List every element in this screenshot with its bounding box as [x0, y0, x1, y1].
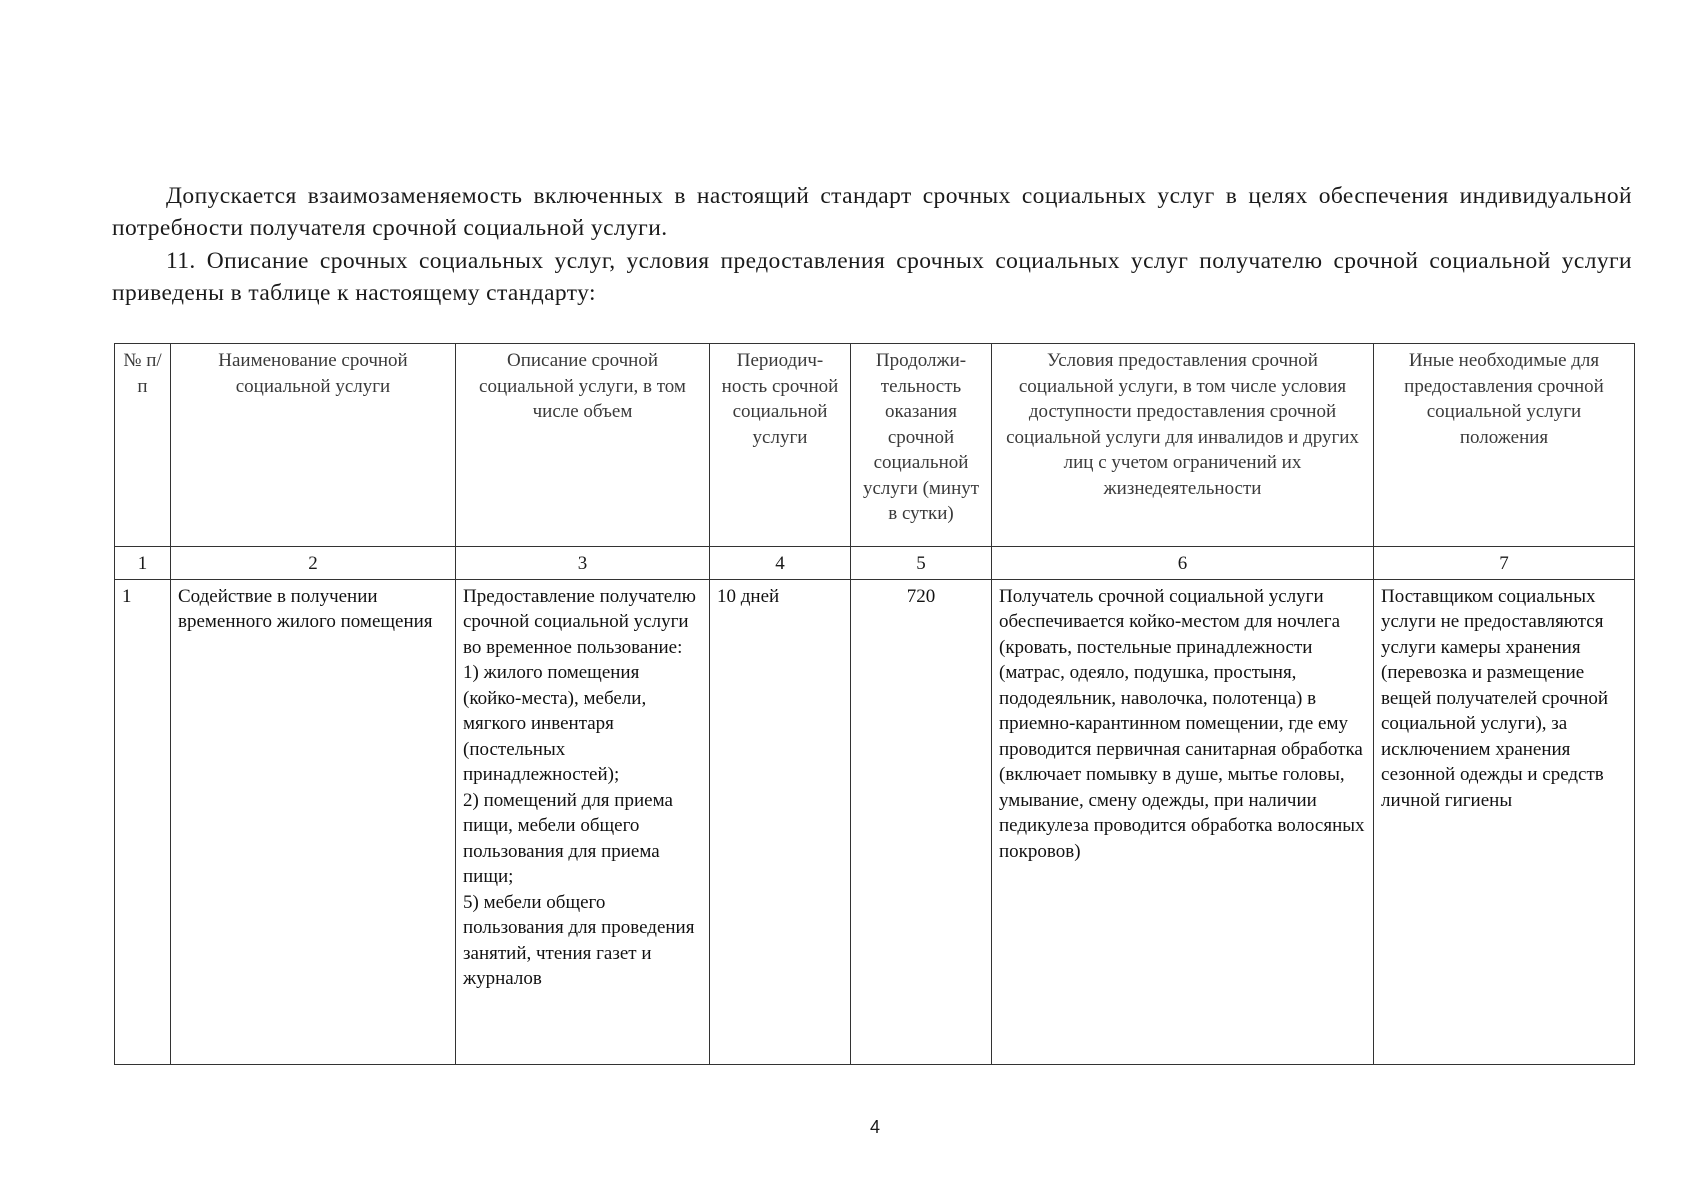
header-conditions: Условия предоставления срочной социальной услуги, в том числе условия доступности предоставления срочной социальной услуги для инвалидов и других лиц с учетом ограничений их жизнедеятельности: [992, 344, 1374, 547]
row-other: Поставщиком социальных услуги не предоставляются услуги камеры хранения (перевозка и размещение вещей получателей срочной социальной услуги), за исключением хранения сезонной одежды и средств личной гигиены: [1374, 579, 1635, 1064]
row-periodicity: 10 дней: [710, 579, 851, 1064]
intro-paragraph-1: Допускается взаимозаменяемость включенных в настоящий стандарт срочных социальных услуг в целях обеспечения индивидуальной потребности получателя срочной социальной услуги.: [112, 183, 1632, 241]
intro-paragraph-2: 11. Описание срочных социальных услуг, условия предоставления срочных социальных услуг получателю срочной социальной услуги приведены в таблице к настоящему стандарту:: [112, 248, 1632, 306]
description-line: 5) мебели общего пользования для проведения занятий, чтения газет и журналов: [463, 891, 695, 989]
row-description: [456, 579, 710, 1064]
header-name: Наименование срочной социальной услуги: [171, 344, 456, 547]
column-number: 6: [992, 547, 1374, 580]
header-periodicity: Периодич- ность срочной социальной услуги: [710, 344, 851, 547]
row-conditions: Получатель срочной социальной услуги обеспечивается койко-местом для ночлега (кровать, постельные принадлежности (матрас, одеяло, подушка, простыня, пододеяльник, наволочка, полотенца) в приемно-карантинном помещении, где ему проводится первичная санитарная обработка (включает помывку в душе, мытье головы, умывание, смену одежды, при наличии педикулеза проводится обработка волосяных покровов): [992, 579, 1374, 1064]
header-other: Иные необходимые для предоставления срочной социальной услуги положения: [1374, 344, 1635, 547]
column-number: 5: [851, 547, 992, 580]
row-duration: 720: [851, 579, 992, 1064]
description-line: 1) жилого помещения (койко-места), мебели, мягкого инвентаря (постельных принадлежностей);: [463, 662, 647, 785]
header-duration: Продолжи- тельность оказания срочной социальной услуги (минут в сутки): [851, 344, 992, 547]
column-number: 3: [456, 547, 710, 580]
column-number: 1: [115, 547, 171, 580]
row-num: 1: [115, 579, 171, 1064]
column-number: 2: [171, 547, 456, 580]
table-header-row: [115, 344, 1635, 547]
column-number: 4: [710, 547, 851, 580]
page-number: 4: [869, 1117, 880, 1137]
table-row: [115, 579, 1635, 1064]
column-number-row: [115, 547, 1635, 580]
description-line: Предоставление получателю срочной социальной услуги во временное пользование:: [463, 585, 696, 658]
header-description: Описание срочной социальной услуги, в том числе объем: [456, 344, 710, 547]
description-line: 2) помещений для приема пищи, мебели общего пользования для приема пищи;: [463, 789, 673, 887]
column-number: 7: [1374, 547, 1635, 580]
header-num: № п/п: [115, 344, 171, 547]
row-name: Содействие в получении временного жилого помещения: [171, 579, 456, 1064]
services-table: [114, 343, 1635, 1065]
